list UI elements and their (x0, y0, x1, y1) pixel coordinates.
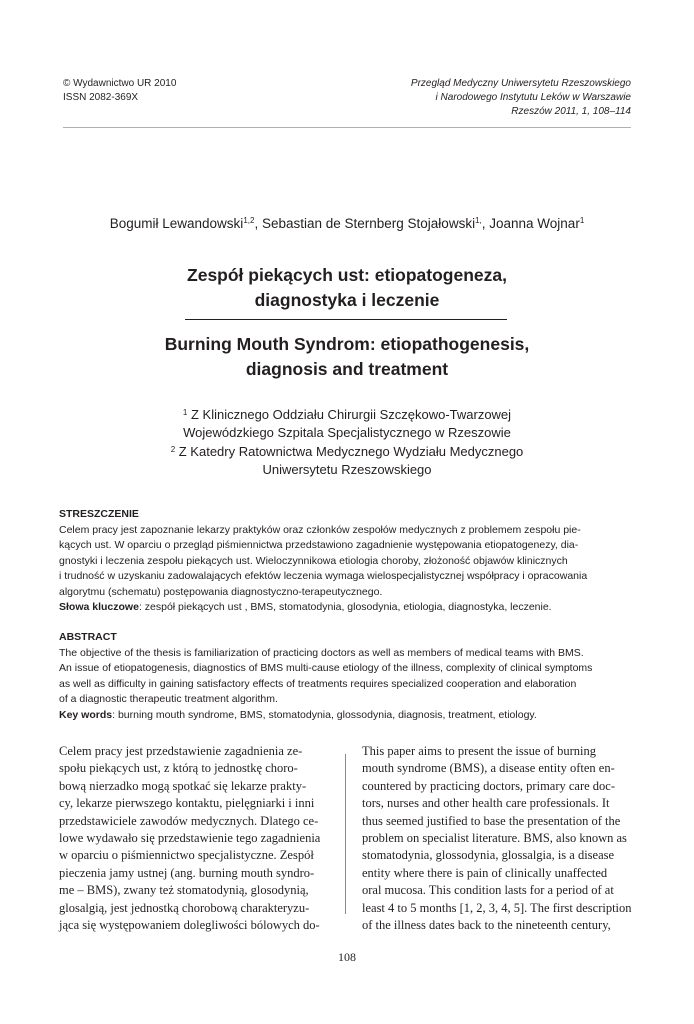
abstract-heading: ABSTRACT (59, 631, 117, 643)
body-line: pieczenia jamy ustnej (ang. burning mouth syndro- (59, 865, 315, 880)
body-line: thus seemed justified to base the presentation of the (362, 813, 621, 828)
abstract-line: of a diagnostic therapeutic treatment algorithm. (59, 693, 278, 705)
body-column-english (362, 743, 632, 934)
abstract-line: The objective of the thesis is familiarization of practicing doctors as well as members of medical teams with BMS. (59, 646, 584, 659)
affiliation-1-line1: $^1$ Z Klinicznego Oddziału Chirurgii Szczękowo-Twarzowej (182, 407, 512, 422)
streszczenie-line: algorytmu (schematu) postępowania diagnostyczno-terapeutycznego. (59, 585, 383, 598)
author-3-affiliation: 1 (579, 216, 585, 225)
body-line: mouth syndrome (BMS), a disease entity often en- (362, 761, 615, 776)
polish-keywords (59, 600, 633, 616)
body-line: lowe wydawało się przedstawienie tego zagadnienia (59, 831, 321, 846)
affiliations (0, 404, 694, 478)
streszczenie-line: i trudność w uzyskaniu zadowalających efektów leczenia wymaga wielospecjalistycznej współpracy i opracowania (59, 570, 588, 582)
author-1-affiliation: 1,2 (243, 216, 255, 225)
title-english (0, 332, 694, 382)
body-line: glosalgią, jest jednostką chorobową charakteryzu- (59, 900, 310, 915)
journal-issue-line: Rzeszów 2011, 1, 108–114 (511, 106, 631, 117)
streszczenie-line: kących ust. W oparciu o przegląd piśmiennictwa przedstawiono zagadnienie występowania etiopatogenezy, dia- (59, 539, 579, 551)
abstract-line: as well as difficulty in gaining satisfactory effects of treatments requires specialized cooperation and elaboration (59, 677, 577, 690)
body-line: of the illness dates back to the nineteenth century, (362, 918, 611, 933)
affiliation-2-line1: $^2$ Z Katedry Ratownictwa Medycznego Wydziału Medycznego (170, 444, 524, 459)
affiliation-2-marker: 2 (170, 445, 176, 454)
body-line: countered by practicing doctors, primary care doc- (362, 778, 616, 793)
abstract-section (59, 630, 633, 723)
title-english-line1: Burning Mouth Syndrom: etiopathogenesis, (164, 334, 530, 354)
affiliation-1-line2: Wojewódzkiego Szpitala Specjalistycznego w Rzeszowie (183, 424, 511, 440)
body-line: jąca się występowaniem dolegliwości bólowych do- (59, 918, 320, 933)
body-line: This paper aims to present the issue of burning (362, 744, 596, 758)
streszczenie-heading: STRESZCZENIE (59, 508, 139, 520)
title-polish-line1: Zespół piekących ust: etiopatogeneza, (187, 265, 507, 285)
journal-name-line2: i Narodowego Instytutu Leków w Warszawie (435, 92, 631, 103)
issn-line: ISSN 2082-369X (63, 92, 139, 103)
body-line: społu piekących ust, z którą to jednostkę choro- (59, 761, 298, 776)
body-line: tors, nurses and other health care professionals. It (362, 796, 610, 811)
streszczenie-section (59, 507, 633, 616)
body-line: bową nierzadko mogą spotkać się lekarze prakty- (59, 778, 307, 793)
column-divider (345, 754, 346, 914)
streszczenie-line: Celem pracy jest zapoznanie lekarzy praktyków oraz członków zespołów medycznych z problemem zespołu pie- (59, 523, 581, 536)
english-keywords-label: Key words (59, 708, 113, 721)
page-number: 108 (338, 950, 356, 964)
body-line: w oparciu o piśmiennictwo specjalistyczne. Zespół (59, 848, 314, 863)
title-polish (0, 263, 694, 313)
publisher-info (63, 77, 176, 105)
affiliation-1-marker: 1 (182, 408, 188, 417)
english-keywords (59, 708, 633, 724)
body-line: oral mucosa. This condition lasts for a period of at (362, 883, 614, 898)
author-3: , Joanna Wojnar (481, 216, 580, 231)
body-line: cy, lekarze pierwszego kontaktu, pielęgniarki i inni (59, 796, 315, 811)
copyright-line: © Wydawnictwo UR 2010 (63, 78, 177, 89)
polish-keywords-text: : zespół piekących ust , BMS, stomatodynia, glosodynia, etiologia, diagnostyka, leczenie. (138, 601, 552, 613)
streszczenie-line: gnostyki i leczenia zespołu piekących ust. Wieloczynnikowa etiologia choroby, złożoność objawów klinicznych (59, 554, 568, 567)
body-line: Celem pracy jest przedstawienie zagadnienia ze- (59, 744, 303, 758)
author-2: , Sebastian de Sternberg Stojałowski (254, 216, 476, 231)
header-divider (63, 127, 631, 128)
title-divider (185, 319, 507, 320)
author-2-affiliation: 1, (475, 216, 482, 225)
author-1: Bogumił Lewandowski (109, 216, 244, 231)
journal-citation (411, 77, 631, 119)
body-line: me – BMS), zwany też stomatodynią, glosodynią, (59, 883, 309, 898)
body-column-polish (59, 743, 329, 934)
body-line: stomatodynia, glossodynia, glossalgia, is a disease (362, 848, 615, 863)
polish-keywords-label: Słowa kluczowe (59, 601, 139, 613)
body-line: przedstawiciele zawodów medycznych. Dlatego ce- (59, 813, 319, 828)
abstract-line: An issue of etiopatogenesis, diagnostics of BMS multi-cause etiology of the illness, complexity of clinical symptoms (59, 662, 593, 674)
journal-name-line1: Przegląd Medyczny Uniwersytetu Rzeszowskiego (410, 78, 631, 89)
affiliation-2-line2: Uniwersytetu Rzeszowskiego (262, 461, 432, 477)
body-line: problem on specialist literature. BMS, also known as (362, 831, 627, 846)
english-keywords-text: : burning mouth syndrome, BMS, stomatodynia, glossodynia, diagnosis, treatment, etiology. (112, 708, 537, 721)
title-english-line2: diagnosis and treatment (245, 359, 449, 379)
title-polish-line2: diagnostyka i leczenie (254, 290, 440, 310)
body-line: entity where there is pain of clinically unaffected (362, 865, 608, 880)
author-list (0, 216, 694, 231)
body-line: least 4 to 5 months [1, 2, 3, 4, 5]. The first description (362, 900, 632, 915)
